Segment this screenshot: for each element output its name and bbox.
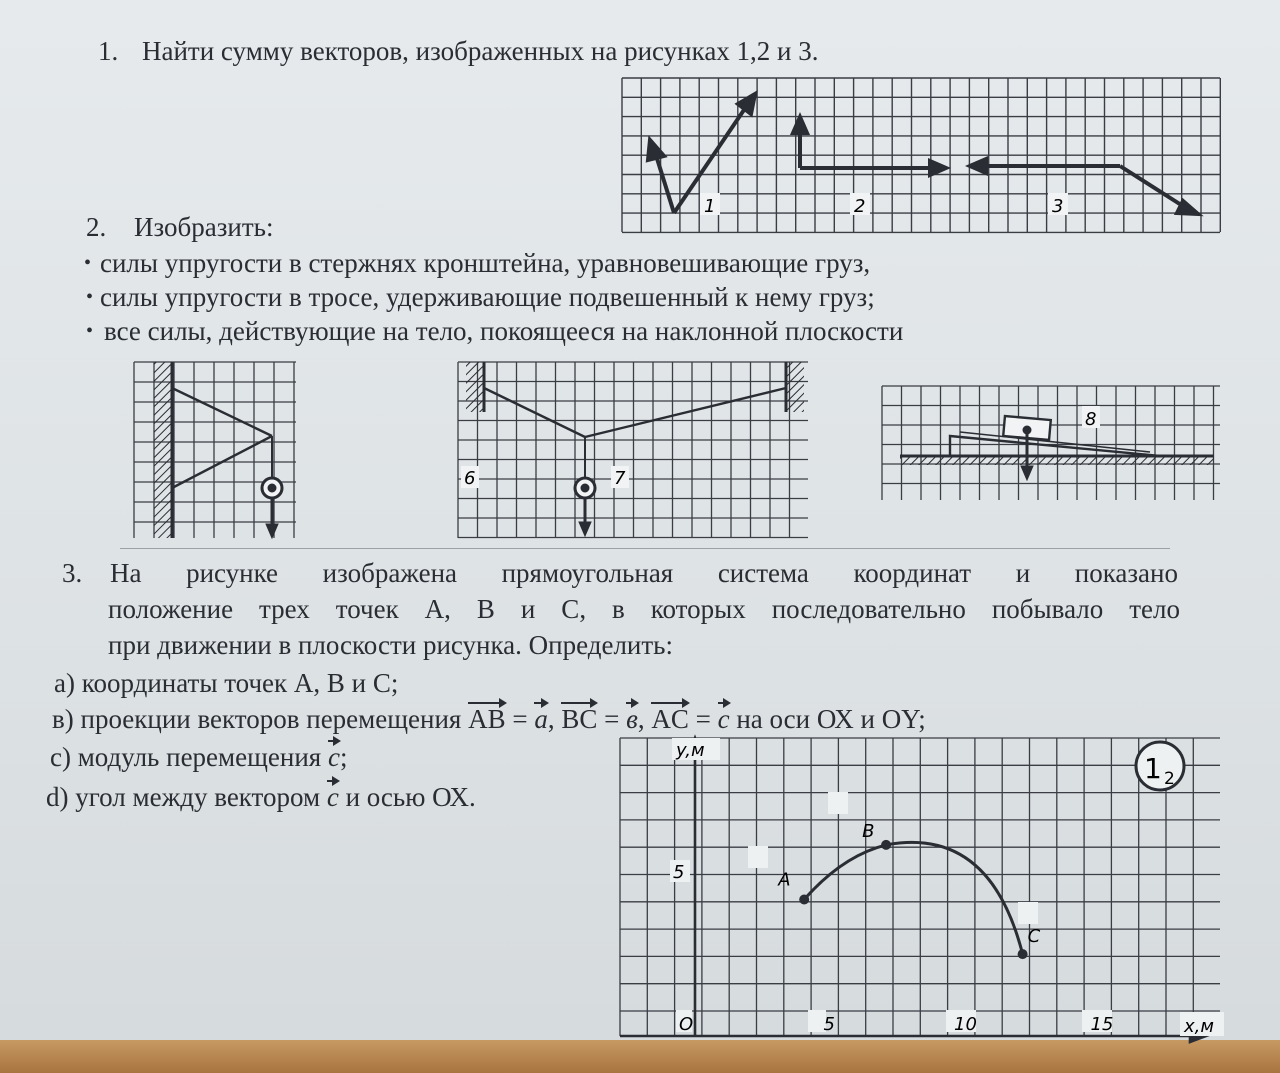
task3-item-d-suffix: и осью ОХ. [345,782,476,812]
task2-title: Изобразить: [134,212,274,242]
vector-b: в [626,704,638,734]
y-tick-5: 5 [673,862,685,883]
task3-line-1: На рисунке изображена прямоугольная система координат и показано [110,558,1178,588]
fig1-label: 1 [704,196,716,217]
point-B-label: B [862,820,875,842]
vector-c: c [327,742,340,772]
vector-AB: AB [468,704,506,734]
task3-item-d-prefix: d) угол между вектором [46,782,321,812]
point-C-label: C [1027,926,1041,948]
x-tick-10: 10 [954,1014,977,1035]
task2-bullet-1: силы упругости в стержнях кронштейна, уравновешивающие груз, [100,248,871,278]
point-A-label: A [778,869,791,891]
task3-item-a: а) координаты точек А, В и С; [54,668,399,698]
fig3-label: 3 [1052,196,1064,217]
vector-AC: AC [651,704,689,734]
origin-label: O [679,1014,694,1035]
trajectory-curve [804,842,1022,954]
x-tick-15: 15 [1090,1014,1114,1035]
point-C [1018,949,1028,959]
task2-number: 2. [86,212,107,242]
task2-bullet-2: силы упругости в тросе, удерживающие подвешенный к нему груз; [100,282,875,312]
task3-line-2: положение трех точек А, В и С, в которых последовательно побывало тело [108,594,1180,624]
task3-item-b: в) проекции векторов перемещения AB = a, BC = в, AC = c на оси ОХ и OY; [52,704,926,734]
fig8-label: 8 [1085,409,1097,430]
fig2-label: 2 [854,196,866,217]
task3-item-b-suffix: на оси ОХ и OY; [736,704,926,734]
fig7-label: 7 [614,468,626,489]
x-axis-label: x,м [1184,1016,1214,1037]
x-tick-5: 5 [823,1014,835,1035]
task2-bullet-3: все силы, действующие на тело, покоящееся на наклонной плоскости [104,316,904,346]
page-badge-main: 1 [1144,752,1162,785]
task3-item-c: с) модуль перемещения c; [50,742,348,772]
task3-item-b-prefix: в) проекции векторов перемещения [52,704,462,734]
bullet-dot: • [86,286,94,308]
task3-item-c-prefix: с) модуль перемещения [50,742,322,772]
y-axis-label: y,м [676,740,705,761]
point-B [881,840,891,850]
task3-line-3: при движении в плоскости рисунка. Определить: [108,630,673,660]
point-A [799,895,809,905]
vector-c: c [717,704,730,734]
task1-number: 1. [98,36,119,66]
task1-text: Найти сумму векторов, изображенных на рисунках 1,2 и 3. [142,36,819,66]
bullet-dot: • [86,320,94,342]
fig6-label: 6 [464,468,476,489]
bullet-dot: • [84,252,92,274]
page-badge-sub: 2 [1164,769,1175,789]
task3-number: 3. [62,558,83,588]
vector-c: c [326,782,339,812]
vector-a: a [534,704,548,734]
vector-BC: BC [561,704,598,734]
